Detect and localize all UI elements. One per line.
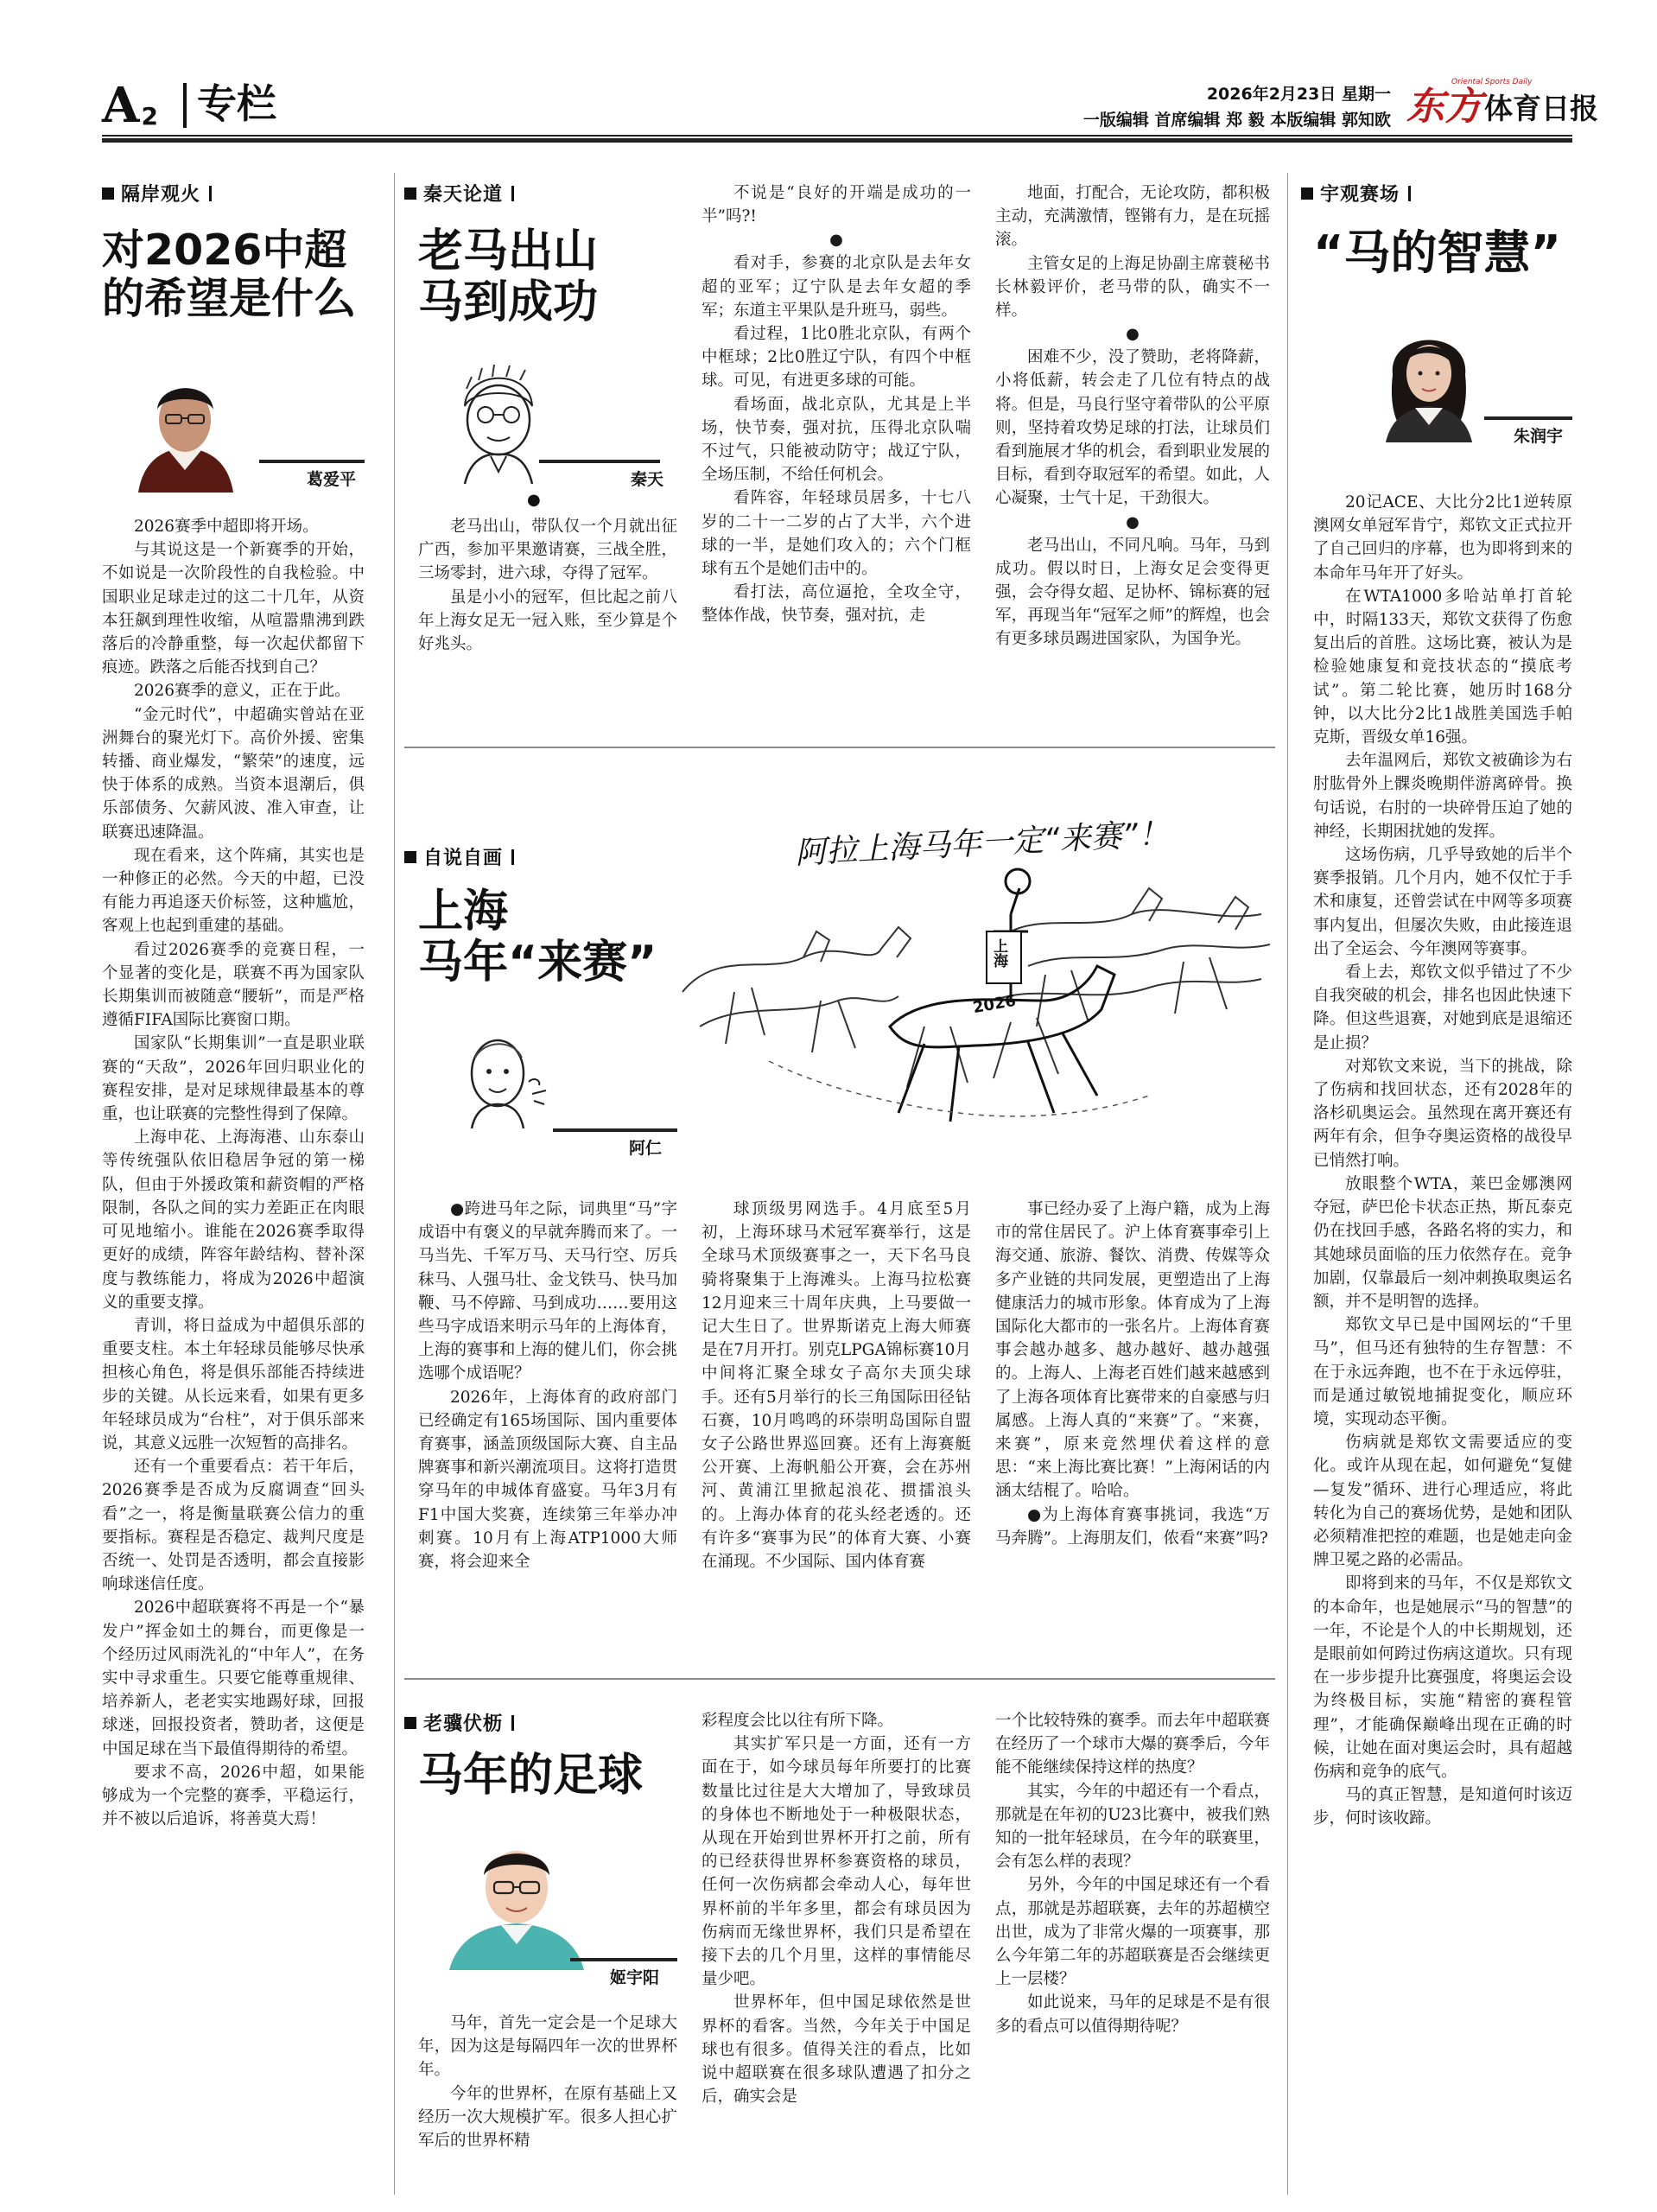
author-rule xyxy=(539,460,660,463)
author-name: 秦天 xyxy=(631,470,664,489)
masthead-rule-thick xyxy=(102,138,1572,143)
paragraph: 20记ACE、大比分2比1逆转原澳网女单冠军肯宁，郑钦文正式拉开了自己回归的序幕，也为即将到来的本命年马年开了好头。 xyxy=(1313,493,1572,582)
masthead-rule-thin xyxy=(102,135,1572,137)
paper-name-red: 东方 xyxy=(1406,85,1482,129)
paragraph: 国家队“长期集训”一直是职业联赛的“天敌”，2026年回归职业化的赛程安排，是对足球规律最基本的尊重，也让联赛的完整性得到了保障。 xyxy=(102,1034,365,1124)
author-portrait xyxy=(1374,311,1484,442)
cartoon-caption: 阿拉上海马年一定“来赛”！ xyxy=(794,816,1171,872)
bar-icon xyxy=(209,186,212,201)
paragraph: 虽是小小的冠军，但比起之前八年上海女足无一冠入账，至少算是个好兆头。 xyxy=(418,588,677,654)
article-body-b xyxy=(702,1198,971,1664)
paragraph: 球顶级男网选手。4月底至5月初，上海环球马术冠军赛举行，这是全球马术顶级赛事之一，天下名马良骑将聚集于上海滩头。上海马拉松赛12月迎来三十周年庆典，上马要做一记大生日了。世界斯诺克上海大师赛是在7月开打。别克LPGA锦标赛10月中间将汇聚全球女子高尔夫顶尖球手。还有5月举行的长三角国际田径钻石赛，10月鸣鸣的环崇明岛国际自盟女子公路世界巡回赛。还有上海赛艇公开赛、上海帆船公开赛，会在苏州河、黄浦江里掀起浪花、掼擂浪头的。上海办体育的花头经老透的。还有许多“赛事为民”的体育大赛、小赛在涌现。不少国际、国内体育赛 xyxy=(702,1200,971,1572)
paragraph: 与其说这是一个新赛季的开始，不如说是一次阶段性的自我检验。中国职业足球走过的这二十几年，从资本狂飙到理性收缩，从喧嚣鼎沸到跌落后的冷静重整，每一次起伏都留下痕迹。跌落之后能否找到自己？ xyxy=(102,541,365,677)
paragraph: 马年，首先一定会是一个足球大年，因为这是每隔四年一次的世界杯年。 xyxy=(418,2014,677,2080)
paragraph: 还有一个重要看点：若干年后，2026赛季是否成为反腐调查“回头看”之一，将是衡量联赛公信力的重要指标。赛程是否稳定、裁判尺度是否统一、处罚是否透明，都会直接影响球迷信任度。 xyxy=(102,1458,365,1594)
square-bullet-icon xyxy=(1301,188,1313,200)
paragraph: 2026年，上海体育的政府部门已经确定有165场国际、国内重要体育赛事，涵盖顶级国际大赛、自主品牌赛事和新兴潮流项目。这将打造贯穿马年的申城体育盛宴。马年3月有F1中国大奖赛，连续第三年举办冲刺赛。10月有上海ATP1000大师赛，将会迎来全 xyxy=(418,1388,677,1572)
paragraph: 这场伤病，几乎导致她的后半个赛季报销。几个月内，她不仅忙于手术和康复，还曾尝试在中网等多项赛事内复出，但屡次失败，由此接连退出了全运会、今年澳网等赛事。 xyxy=(1313,846,1572,958)
paragraph: 看过程，1比0胜北京队，有两个中框球；2比0胜辽宁队，有四个中框球。可见，有进更多球的可能。 xyxy=(702,325,971,391)
paragraph: 2026赛季的意义，正在于此。 xyxy=(134,682,351,701)
section-label xyxy=(404,1709,514,1736)
bar-icon xyxy=(1408,186,1411,201)
headline: 老马出山 马到成功 xyxy=(418,226,599,329)
paragraph: 主管女足的上海足协副主席蓑秘书长林毅评价，老马带的队，确实不一样。 xyxy=(995,254,1270,321)
section-dot: ● xyxy=(1126,325,1140,344)
paragraph: 青训，将日益成为中超俱乐部的重要支柱。本土年轻球员能够尽快承担核心角色，将是俱乐部能否持续进步的关键。从长远来看，如果有更多年轻球员成为“台柱”，对于俱乐部来说，其意义远胜一次短暂的高排名。 xyxy=(102,1316,365,1452)
bar-icon xyxy=(511,1715,514,1731)
paragraph: ●跨进马年之际，词典里“马”字成语中有褒义的早就奔腾而来了。一马当先、千军万马、天马行空、厉兵秣马、人强马壮、金戈铁马、快马加鞭、马不停蹄、马到成功……要用这些马字成语来明示马年的上海体育，上海的赛事和上海的健儿们，你会挑选哪个成语呢？ xyxy=(418,1200,677,1383)
cartoon-label: 上海 xyxy=(990,938,1007,968)
paragraph: 地面，打配合，无论攻防，都积极主动，充满激情，铿锵有力，是在玩摇滚。 xyxy=(995,184,1270,250)
article-body xyxy=(1313,491,1572,2209)
paragraph: 事已经办妥了上海户籍，成为上海市的常住居民了。沪上体育赛事牵引上海交通、旅游、餐饮、消费、传媒等众多产业链的共同发展，更塑造出了上海健康活力的城市形象。体育成为了上海国际化大都市的一张名片。上海体育赛事会越办越多、越办越好、越办越强的。上海人、上海老百姓们越来越感到了上海各项体育比赛带来的自豪感与归属感。上海人真的“来赛”了。“来赛，来赛”，原来竞然埋伏着这样的意思：“来上海比赛比赛！”上海闲话的内涵太结棍了。哈哈。 xyxy=(995,1200,1270,1501)
masthead-divider xyxy=(183,83,187,128)
author-name: 姬宇阳 xyxy=(610,1968,660,1987)
paragraph: 世界杯年，但中国足球依然是世界杯的看客。当然，今年关于中国足球也有很多。值得关注的看点，比如说中超联赛在很多球队遭遇了扣分之后，确实会是 xyxy=(702,1993,971,2107)
section-dot: ● xyxy=(1126,512,1140,531)
author-rule xyxy=(570,1958,677,1961)
paper-latin-name: Oriental Sports Daily xyxy=(1451,78,1533,86)
paragraph: 老马出山，带队仅一个月就出征广西，参加平果邀请赛，三战全胜，三场零封，进六球，夺得了冠军。 xyxy=(418,518,677,583)
square-bullet-icon xyxy=(102,188,114,200)
paragraph: 伤病就是郑钦文需要适应的变化。或许从现在起，如何避免“复健—复发”循环、进行心理适应，将此转化为自己的赛场优势，是她和团队必须精准把控的难题，也是她走向金牌卫冕之路的必需品。 xyxy=(1313,1433,1572,1570)
headline: 上海 马年“来赛” xyxy=(418,886,657,989)
section-dot: ● xyxy=(829,231,843,250)
paragraph: 如此说来，马年的足球是不是有很多的看点可以值得期待呢？ xyxy=(995,1993,1270,2036)
paragraph: 要求不高，2026中超，如果能够成为一个完整的赛季，平稳运行，并不被以后追诉，将善莫大焉！ xyxy=(102,1763,365,1829)
paragraph: 2026中超联赛将不再是一个“暴发户”挥金如土的舞台，而更像是一个经历过风雨洗礼的“中年人”，在务实中寻求重生。只要它能尊重规律、培养新人，老老实实地踢好球，回报球迷，回报投资者，赞助者，这便是中国足球在当下最值得期待的希望。 xyxy=(102,1599,365,1758)
paragraph: 看上去，郑钦文似乎错过了不少自我突破的机会，排名也因此快速下降。但这些退赛，对她到底是退缩还是止损？ xyxy=(1313,963,1572,1052)
article-body-c xyxy=(995,1198,1270,1664)
paragraph: 困难不少，没了赞助，老将降薪，小将低薪，转会走了几位有特点的战将。但是，马良行坚守着带队的公平原则，坚持着攻势足球的打法，让球员们看到施展才华的机会，看到职业发展的目标，看到夺取冠军的希望。如此，人心凝聚，士气十足，干劲很大。 xyxy=(995,348,1270,508)
square-bullet-icon xyxy=(404,1717,416,1729)
author-cartoon xyxy=(441,354,555,484)
paragraph: 在WTA1000多哈站单打首轮中，时隔133天，郑钦文获得了伤愈复出后的首胜。这场比赛，被认为是检验她康复和竞技状态的“摸底考试”。第二轮比赛，她历时168分钟，以大比分2比1战胜美国选手帕克斯，晋级女单16强。 xyxy=(1313,587,1572,747)
cartoon-label-year: 2026 xyxy=(971,991,1018,1018)
author-rule xyxy=(259,460,365,463)
caricature-icon xyxy=(441,354,555,484)
column-divider xyxy=(394,173,395,2195)
section-label-text: 老骥伏枥 xyxy=(423,1713,504,1735)
cartoon-illustration xyxy=(665,802,1287,1165)
section-dot: ● xyxy=(527,491,541,509)
paragraph: 郑钦文早已是中国网坛的“千里马”，但马还有独特的生存智慧：不在于永远奔跑，也不在于永远停驻，而是通过敏锐地捕捉变化，顺应环境，实现动态平衡。 xyxy=(1313,1316,1572,1428)
author-name: 朱润宇 xyxy=(1514,427,1564,446)
paragraph: 不说是“良好的开端是成功的一半”吗?! xyxy=(702,184,971,226)
paragraph: 马的真正智慧，是知道何时该迈步，何时该收蹄。 xyxy=(1313,1786,1572,1828)
article-body-a xyxy=(418,515,677,722)
author-rule xyxy=(1484,416,1572,420)
article-body-a xyxy=(418,2012,677,2209)
bar-icon xyxy=(511,186,514,201)
square-bullet-icon xyxy=(404,188,416,200)
paragraph: 看过2026赛季的竞赛日程，一个显著的变化是，联赛不再为国家队长期集训而被随意“腰斩”，而是严格遵循FIFA国际比赛窗口期。 xyxy=(102,940,365,1030)
article-body-c xyxy=(995,181,1270,731)
paragraph: 看阵容，年轻球员居多，十七八岁的二十一二岁的占了大半，六个进球的一半，是她们攻入的；六个门框球有五个是她们击中的。 xyxy=(702,489,971,579)
section-label xyxy=(1301,180,1411,207)
section-label xyxy=(404,843,514,870)
paper-name-black: 体育日报 xyxy=(1484,92,1598,125)
galloping-horses-icon xyxy=(665,802,1287,1165)
author-portrait xyxy=(432,1830,601,1970)
portrait-photo-icon xyxy=(128,363,242,493)
paragraph: ●为上海体育赛事挑词，我选“万马奔腾”。上海朋友们，侬看“来赛”吗? xyxy=(995,1505,1270,1548)
article-body xyxy=(102,515,365,2209)
paragraph: “金元时代”，中超确实曾站在亚洲舞台的聚光灯下。高价外援、密集转播、商业爆发，“繁荣”的速度，远快于体系的成熟。当资本退潮后，俱乐部债务、欠薪风波、准入审查，让联赛迅速降温。 xyxy=(102,705,365,842)
page-digit: 2 xyxy=(141,102,158,130)
portrait-photo-icon xyxy=(1374,311,1484,442)
author-portrait xyxy=(128,363,242,493)
paragraph: 彩程度会比以往有所下降。 xyxy=(702,1712,894,1730)
paragraph: 上海申花、上海海港、山东泰山等传统强队依旧稳居争冠的第一梯队，但由于外援政策和薪资帽的严格限制，各队之间的实力差距正在肉眼可见地缩小。谁能在2026赛季取得更好的成绩，阵容年龄结构、替补深度与教练能力，将成为2026中超演义的重要支撑。 xyxy=(102,1128,365,1312)
paragraph: 看打法，高位逼抢，全攻全守，整体作战，快节奏，强对抗，走 xyxy=(702,583,971,626)
column-divider xyxy=(1287,173,1288,2195)
box-rule xyxy=(404,747,1275,748)
section-label-text: 自说自画 xyxy=(423,848,504,869)
section-title: 专栏 xyxy=(197,80,276,127)
date-line: 2026年2月23日 星期一 xyxy=(1206,85,1391,104)
paragraph: 一个比较特殊的赛季。而去年中超联赛在经历了一个球市大爆的赛季后，今年能不能继续保持这样的热度？ xyxy=(995,1712,1270,1777)
section-label xyxy=(404,180,514,207)
paragraph: 去年温网后，郑钦文被确诊为右肘肱骨外上髁炎晚期伴游离碎骨。换句话说，右肘的一块碎骨压迫了她的神经，长期困扰她的发挥。 xyxy=(1313,752,1572,841)
author-name: 阿仁 xyxy=(629,1139,663,1158)
article-body-a xyxy=(418,1198,677,1664)
caricature-icon xyxy=(449,1025,562,1128)
section-label-text: 秦天论道 xyxy=(423,184,504,206)
paragraph: 看对手，参赛的北京队是去年女超的亚军；辽宁队是去年女超的季军；东道主平果队是升班马，弱些。 xyxy=(702,254,971,320)
square-bullet-icon xyxy=(404,851,416,863)
paragraph: 今年的世界杯，在原有基础上又经历一次大规模扩军。很多人担心扩军后的世界杯精 xyxy=(418,2084,677,2151)
paragraph: 另外，今年的中国足球还有一个看点，那就是苏超联赛，去年的苏超横空出世，成为了非常火爆的一项赛事，那么今年第二年的苏超联赛是否会继续更上一层楼？ xyxy=(995,1876,1270,1989)
article-body-c xyxy=(995,1709,1270,2209)
paragraph: 其实扩军只是一方面，还有一方面在于，如今球员每年所要打的比赛数量比过往是大大增加了，导致球员的身体也不断地处于一种极限状态，从现在开始到世界杯开打之前，所有的已经获得世界杯参赛资格的球员，任何一次伤病都会牵动人心，每年世界杯前的半年多里，都会有球员因为伤病而无缘世界杯，我们只是希望在接下去的几个月里，这样的事情能尽量少吧。 xyxy=(702,1735,971,1989)
section-label-text: 宇观赛场 xyxy=(1320,184,1400,206)
section-label xyxy=(102,180,212,207)
editors-line: 一版编辑 首席编辑 郑 毅 本版编辑 郭知欧 xyxy=(1082,111,1391,130)
paragraph: 其实，今年的中超还有一个看点，那就是在年初的U23比赛中，被我们熟知的一批年轻球员，在今年的联赛里，会有怎么样的表现？ xyxy=(995,1782,1270,1872)
headline: “马的智慧” xyxy=(1313,226,1561,280)
author-rule xyxy=(553,1128,677,1132)
article-body-b xyxy=(702,181,971,731)
headline: 马年的足球 xyxy=(418,1750,644,1802)
paragraph: 即将到来的马年，不仅是郑钦文的本命年，也是她展示“马的智慧”的一年，不论是个人的中长期规划，还是眼前如何跨过伤病这道坎。只有现在一步步提升比赛强度，将奥运会设为终极目标，实施“精密的赛程管理”，才能确保巅峰出现在正确的时候，让她在面对奥运会时，具有超越伤病和竞争的底气。 xyxy=(1313,1574,1572,1781)
page-letter: A xyxy=(102,77,140,134)
paper-logo xyxy=(1406,78,1598,131)
portrait-photo-icon xyxy=(432,1830,601,1970)
paragraph: 老马出山，不同凡响。马年，马到成功。假以时日，上海女足会变得更强，会夺得女超、足协杯、锦标赛的冠军，再现当年“冠军之师”的辉煌，也会有更多球员踢进国家队，为国争光。 xyxy=(995,536,1270,649)
headline: 对2026中超 的希望是什么 xyxy=(102,226,357,323)
box-rule xyxy=(404,1678,1275,1680)
bar-icon xyxy=(511,849,514,865)
paragraph: 看场面，战北京队，尤其是上半场，快节奏，强对抗，压得北京队喘不过气，只能被动防守；战辽宁队，全场压制，不给任何机会。 xyxy=(702,395,971,485)
article-body-b xyxy=(702,1709,971,2209)
author-name: 葛爱平 xyxy=(307,470,357,489)
paragraph: 放眼整个WTA，莱巴金娜澳网夺冠，萨巴伦卡状态正热，斯瓦泰克仍在找回手感，各路名将的实力，和其她球员面临的压力依然存在。竞争加剧，仅靠最后一刻冲刺换取奥运名额，并不是明智的选择。 xyxy=(1313,1174,1572,1311)
paragraph: 对郑钦文来说，当下的挑战，除了伤病和找回状态，还有2028年的洛杉矶奥运会。虽然现在离开赛还有两年有余，但争夺奥运资格的战役早已悄然打响。 xyxy=(1313,1057,1572,1170)
paragraph: 现在看来，这个阵痛，其实也是一种修正的必然。今天的中超，已没有能力再追逐天价标签，这种尴尬，客观上也起到重建的基础。 xyxy=(102,846,365,936)
author-cartoon xyxy=(449,1025,562,1128)
page-number xyxy=(102,77,158,134)
section-label-text: 隔岸观火 xyxy=(121,184,201,206)
paragraph: 2026赛季中超即将开场。 xyxy=(134,518,319,536)
